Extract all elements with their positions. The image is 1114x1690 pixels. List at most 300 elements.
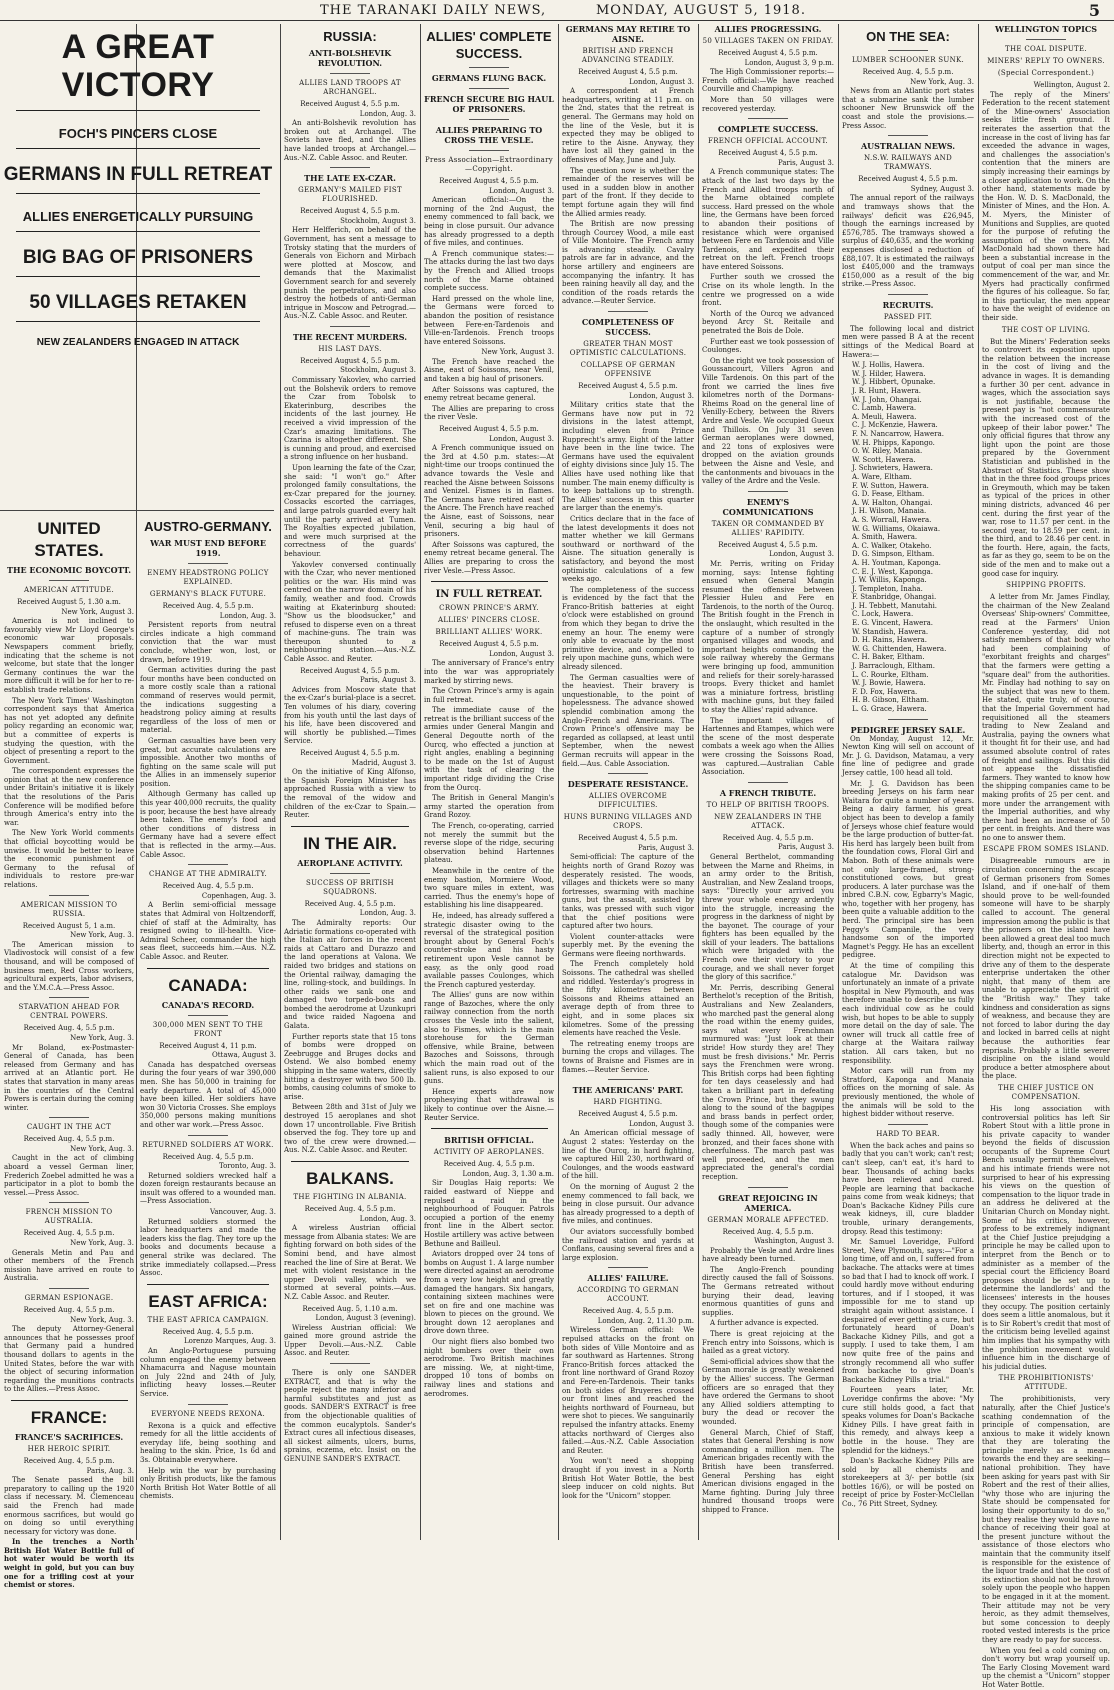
article-head: FRENCH SECURE BIG HAUL OF PRISONERS.	[424, 94, 554, 114]
paragraph: News from an Atlantic port states that a submarine sank the lumber schooner New Brunswick off the coast and stole the provisions.—Press Assoc.	[842, 87, 974, 130]
divider	[16, 110, 261, 111]
dateline: London, August 3.	[629, 77, 694, 86]
section-head: EAST AFRICA:	[148, 1291, 268, 1311]
paragraph: The important villages of Hartennes and Etampes, which were the scene of the most desperate combats a week ago when the Allies were crossing the Soissons Road, was captured.—Australian Cable Association.	[702, 716, 834, 777]
paragraph: Mr Boland, ex-Postmaster-General of Canada, has been released from Germany and has arrived at an Atlantic port. He states that starvation in many areas in the countries of the Central Powers is certain during the coming winter.	[4, 1043, 134, 1112]
advertisement: When the back aches and pains so badly that you can't work; can't rest; can't sleep, can't eat, it's hard to bear. Thousands of aching backs have been relieved and cured. People are learning that backache pains come from weak kidneys; that Doan's Backache Kidney Pills cure weak kidneys, ill, cure bladder trouble, urinary derangements, dropsy. Read this testimony:	[842, 1141, 974, 1236]
divider	[748, 491, 788, 492]
subhead: ALLIES LAND TROOPS AT ARCHANGEL.	[299, 79, 401, 96]
paragraph: Mr. Perris, writing on Friday morning, says: Intense fighting ensued when General Mangin resumed the offensive between Plessier Huleu and Fere en Tardenois, to the north of the Ourcq. The British fought in the French in the onslaught, which resulted in the capture of a number of strongly organised villages and woods, and important heights commanding the sole railway whereby the Germans were bringing up food, ammunition and reliefs for their sorely-harassed troops. Every thicket and hamlet was a miniature fortress, bristling with machine guns, but they failed to stay the Allies' rapid advance.	[702, 559, 834, 714]
section-head: AUSTRO-GERMANY.	[144, 519, 272, 534]
paragraph: The correspondent expresses the opinion that at the new conference under Britain's initiative it is likely that the resolutions of the Paris Conference will be modified before through America's entry into the war.	[4, 767, 134, 827]
dateline: London, Aug. 2, 11.30 p.m.	[597, 1316, 694, 1325]
article-head: ALLIES PREPARING TO CROSS THE VESLE.	[435, 125, 543, 145]
section-head: UNITED STATES.	[34, 519, 104, 560]
divider	[49, 997, 89, 998]
paragraph: Hence experts are now prophesying that withdrawal is likely to continue over the Aisne.—Reuter Service.	[424, 1087, 554, 1122]
subhead: THE PROHIBITIONISTS' ATTITUDE.	[998, 1374, 1094, 1392]
subhead: THE COAL DISPUTE.	[1005, 45, 1087, 53]
divider	[888, 294, 928, 295]
subhead: RETURNED SOLDIERS AT WORK.	[142, 1140, 274, 1149]
paragraph: The New York World comments that official boycotting would be unwise. It would be better to leave the economic punishment of Germany to the refusal of individuals to restore pre-war relations.	[4, 829, 134, 889]
divider	[330, 73, 370, 74]
paragraph: Wireless Austrian official: We gained more ground astride the Upper Devoli.—Aus.-N.Z. Cable Assoc. and Reuter.	[284, 1323, 416, 1358]
received-line: Received Aug. 4, 5.5 p.m.	[23, 1024, 115, 1033]
dateline: New York, August 3.	[61, 607, 134, 616]
subhead: HARD FIGHTING.	[593, 1098, 663, 1107]
paragraph: His long association with controversial politics has left Sir Robert Stout with a little prone in his private capacity to wander beyond the fields of discussion occupants of the Supreme Court Bench usually permit themselves, and his intimate friends were not surprised to hear of his expressing his views on the question of compensation to the liquor trade in an address he delivered at the Unitarian Church on Monday night. Some of his critics, however, profess to be extremely indignant at the Chief Justice prejudging a principle he may be called upon to interpret from the Bench or to administer as a member of the special court the Efficiency Board proposes should be set up to determine the landlords' and the licensees' interests in the houses they occupy. The position certainly does seem a little anomalous, but it is to Sir Robert's credit that most of the criticism being levelled against him implies that his sympathy with the prohibition movement would influence him in the discharge of his judicial duties.	[982, 1104, 1110, 1371]
article-head: COMPLETE SUCCESS.	[717, 124, 819, 135]
divider	[608, 1267, 648, 1268]
paragraph: Commissary Yakovlev, who carried out the Bolshevik orders to remove the Czar from Tobolsk to Ekaterinburg, describes the incidents of the last journey. He received a vivid impression of the Czar's amazing limitations. The Czarina is altogether different. She is cunning and proud, and exercised a strong influence on her husband.	[284, 376, 416, 462]
subhead: ENEMY HEADSTRONG POLICY EXPLAINED.	[147, 569, 269, 586]
received-line: Received Aug. 4, 5.5 p.m.	[162, 602, 254, 610]
paragraph: On Monday, August 12, Mr. Newton King will sell on account of Mr. J. G. Davidson, Matamau, a very fine line of pedigree and grade Jersey cattle, 100 head all told.	[842, 734, 974, 777]
article-head: RECRUITS.	[882, 299, 934, 310]
dateline: London, Aug. 3.	[359, 1214, 416, 1223]
article-head: ENEMY'S COMMUNICATIONS	[722, 496, 814, 517]
dateline: London, August 3.	[629, 391, 694, 400]
dateline: London, August 3.	[489, 649, 554, 658]
divider	[330, 1363, 370, 1364]
article-head: GREAT REJOICING IN AMERICA.	[718, 1192, 818, 1213]
divider	[16, 148, 261, 149]
paragraph: American official:—On the morning of the 2nd August, the enemy commenced to fall back, we being in close pursuit. Our advance has already progressed to a depth of five miles, and continues.	[424, 196, 554, 248]
dateline: Ottawa, August 3.	[211, 1051, 276, 1060]
paragraph: Disagreeable rumours are in circulation concerning the escape of German prisoners from Somes Island, and if one-half of them should prove to be well-founded someone will have to be sharply called to account. The general impression among the public is that the prisoners on the island have been allowed a great deal too much liberty, and, though an error in this direction might not be expected to drive any of them to the desperate enterprise undertaken the other night, that many of them are unable to appreciate the spirit of the "British way." They take kindness and consideration as signs of weakness, and because they are not forced to labor during the day and locked in barred cells at night because the authorities fear reprisals. Probably a little severer discipline on the island would produce a better atmosphere about the place.	[982, 857, 1110, 1081]
subhead: ALLIES OVERCOME DIFFICULTIES.	[588, 792, 668, 810]
paragraph: Hard pressed on the whole line, the Germans were forced to abandon the position of resistance between Fere-en-Tardenois and Ville-en-Tardenois. French troops have entered Soissons.	[424, 294, 554, 346]
article-head: THE LATE EX-CZAR.	[304, 173, 396, 184]
divider	[147, 968, 269, 969]
divider	[469, 150, 509, 151]
recruit-name: A. C. Walker, Otakeho.	[852, 541, 932, 550]
subhead: EVERYONE NEEDS REXONA.	[150, 1409, 266, 1418]
paragraph: Returned soldiers stormed the labor headquarters and made the leaders kiss the flag. They tore up the books and documents because a general strike was declared. The strike immediately collapsed.—Press Assoc.	[140, 1217, 276, 1278]
received-line: Received Aug. 4, 5.5 p.m.	[722, 833, 814, 842]
divider	[330, 873, 370, 874]
divider	[16, 321, 261, 322]
received-line: Received August 4, 5.5 p.m.	[718, 149, 818, 158]
recruit-name: D. G. Simpson, Eltham.	[852, 550, 935, 559]
dateline: Copenhagen, Aug. 3.	[201, 891, 276, 900]
divider	[608, 773, 648, 774]
paragraph: Wireless German official: We repulsed attacks on the front on both sides of Ville Montoire and as far southward as Hartennes. Strong Franco-British forces attacked the front line northward of Grand Rozoy and Fere-en-Tardenois. Their tanks on both sides of Bruyeres crossed our front lines and reached the heights northward of Fourneau, but were shot to pieces. We sanguinarily repulsed the infantry attacks. Enemy attacks northward of Cierges also failed.—Aus.-N.Z. Cable Association and Reuter.	[562, 1326, 694, 1455]
paragraph: Military critics state that the Germans have now put in 72 divisions in the latest attempt, including eleven from Prince Rupprecht's army. Eight of the latter have been in the line twice. The Germans have used the equivalent of eighty divisions since July 15. The Allies have used nothing like that number. The main enemy difficulty is to keep battalions up to strength. The Allies' success in this quarter are larger than the enemy's.	[562, 401, 694, 513]
recruit-name: A. S. Worrall, Hawera.	[852, 515, 932, 524]
recruit-name: C. H. Baker, Eltham.	[852, 653, 925, 662]
section-head: ALLIES' COMPLETE SUCCESS.	[426, 29, 552, 61]
paragraph: The Allies are preparing to cross the river Vesle.	[424, 404, 554, 422]
paragraph: The completeness of the success is evidenced by the fact that the Franco-British batteries at eight o'clock were established on ground from which they began to drive the enemy an hour. The enemy were only able to evacuate by the most primitive device, and compelled to rely upon machine guns, which were already silenced.	[562, 585, 694, 672]
article-head: CANADA'S RECORD.	[161, 999, 255, 1010]
divider	[888, 1124, 928, 1125]
dateline: London, August 3 (evening).	[315, 1314, 416, 1323]
paragraph: Returned soldiers wrecked half a dozen foreign restaurants because an insult was offered to a wounded man.—Press Association.	[140, 1171, 276, 1206]
paragraph: The immediate cause of the retreat is the brilliant success of the armies under General Mangin and General Degoutte north of the Ourcq, who effected a junction at right angles, enabling a beginning to be made on the 1st of August with the task of clearing the important ridge dividing the Crise from the Ourcq.	[424, 706, 554, 792]
paragraph: The following local and district men were passed B A at the recent sittings of the Medical Board at Hawera:—	[842, 324, 974, 359]
received-line: Received August 4, 11 p.m.	[159, 1041, 257, 1050]
received-line: Received August 4, 5.5 p.m.	[578, 1110, 678, 1119]
paragraph: A wireless Austrian official message from Albania states: We are fighting forward on both sides of the Somini bend, and have almost reached the line of Sire at Berat. We met with violent resistance in the upper Devoli valley, which we stormed at several points.—Aus. N.Z. Cable Assoc. and Reuter.	[284, 1224, 416, 1301]
received-line: Received August 4, 5.5 p.m.	[858, 175, 958, 184]
subhead: CROWN PRINCE'S ARMY.	[439, 604, 539, 613]
subhead: THE CHIEF JUSTICE ON COMPENSATION.	[997, 1083, 1094, 1101]
banner-headline-block	[2, 24, 274, 524]
divider	[608, 311, 648, 312]
received-line: Received August 5, 1 a.m.	[22, 921, 116, 930]
paragraph: Although Germany has called up this year 400,000 recruits, the quality is poor, because the best have already been taken. The enemy's food and other conditions of distress in Germany have had a severe effect that is reflected in the army.—Aus. Cable Assoc.	[140, 790, 276, 859]
divider	[49, 1202, 89, 1203]
dateline: Toronto, Aug. 3.	[218, 1162, 276, 1171]
recruit-name: L. G. Grace, Hawera.	[852, 705, 927, 713]
column-rule	[838, 24, 839, 1540]
recruit-name: A. Ware, Eltham.	[852, 472, 912, 481]
paragraph: On the morning of August 2 the enemy commenced to fall back, we being in close pursuit. Our advance has already progressed to a depth of five miles, and continues.	[562, 1182, 694, 1226]
paragraph: The reply of the Miners' Federation to the recent statement of the Mine-owners' Association seeks little fresh ground. It reiterates the assertion that the increase in the cost of living has far exceeded the advance in wages, and challenges the association's contention that the miners are simply increasing their earnings by a closer application to work. On the other hand, statements made by the Hon. W. D. S. MacDonald, the Minister of Mines, and the Hon. A. M. Myers, the Minister of Munitions and Supplies, are quoted for the purpose of refuting the assumption of the owners. Mr. MacDonald had shown there had been a substantial increase in the output of coal per man since the commencement of the war, and Mr. Myers had practically confirmed the figures of his colleague. So far, in this particular, the men appear to have the weight of evidence on their side.	[982, 90, 1110, 323]
recruit-name: A. Meuli, Hawera.	[852, 412, 917, 421]
column-5	[562, 24, 694, 1540]
advertisement: You won't need a shopping draught if you invest in a North British Hot Water Bottle, the best sleep inducer on cold nights. But look for the "Unicorn" stopper.	[562, 1457, 694, 1500]
received-line: Received Aug. 4, 5.5 p.m.	[722, 1227, 814, 1236]
recruit-name: J. Templeton, Inaha.	[852, 584, 923, 593]
paragraph: Upon learning the fate of the Czar, she said: "I won't go." After prolonged family consultations, the ex-Czar prepared for the journey. Cossacks escorted the carriages, and large patrols guarded every halt until the party arrived at Tumen. The Royalties expected jubilation, and were much surprised at the correctness of the guards' behaviour.	[284, 464, 416, 558]
dateline: Madrid, August 3.	[351, 758, 416, 767]
recruit-name: W. J. Hibbert, Opunake.	[852, 378, 936, 387]
paragraph: German activities during the past four months have been conducted on a more costly scale than a rational command of reserves would permit, the indications suggesting a headstrong policy aiming at results regardless of the loss of men or material.	[140, 666, 276, 735]
headline-line: BIG BAG OF PRISONERS	[22, 247, 254, 268]
divider	[469, 119, 509, 120]
divider	[49, 1117, 89, 1118]
subhead: ESCAPE FROM SOMES ISLAND.	[983, 845, 1109, 854]
subhead: GERMAN ESPIONAGE.	[24, 1294, 114, 1302]
main-headline: A GREAT VICTORY	[61, 28, 215, 104]
subhead: HIS LAST DAYS.	[318, 344, 382, 353]
advertisement: Mr. Samuel Loveridge, Fulford Street, New Plymouth, says:—"For a long time, off and on, I suffered from backache. The attacks were at times so bad that I had to knock off work. I could hardly move without enduring tortures, and if I stooped, it was impossible for me to stand up straight again without assistance. I despaired of ever getting a cure, but fortunately heard of Doan's Backache Kidney Pills, and got a supply. I used to take them, I am now quite free of the pains and strongly recommend all who suffer from backache to give Doan's Backache Kidney Pills a trial."	[842, 1238, 974, 1384]
section-head: CANADA:	[168, 975, 248, 995]
recruit-name: C. E. J. West, Kaponga.	[852, 567, 933, 576]
paragraph: An American official message of August 2 states: Yesterday on the line of the Ourcq, in hard fighting, we captured Hill 230, northward of Coulonges, and the woods eastward of the hill.	[562, 1129, 694, 1181]
section-head: IN THE AIR.	[303, 833, 397, 853]
column-6	[702, 24, 834, 1540]
paragraph: Probably the Vesle and Ardre lines have already been turned.	[702, 1246, 834, 1264]
divider	[330, 167, 370, 168]
divider	[330, 326, 370, 327]
divider	[608, 1079, 648, 1080]
divider	[16, 231, 261, 232]
column-7	[842, 24, 974, 1540]
received-line: Received Aug. 4, 5.5 p.m.	[304, 899, 396, 908]
divider	[748, 118, 788, 119]
received-line: Received Aug. 4, 5.5 p.m.	[23, 1306, 115, 1314]
paragraph: Mr. Perris, describing General Berthelot's reception of the British, Australians and New Zealanders, who marched past the general along the road within the enemy guides, says what every Frenchman murmured was: "Just look at their stride! How sturdy they are! They must be fresh divisions." Mr. Perris says the Frenchmen were wrong. This British corps had been fighting for ten days ceaselessly and had taken a brilliant part in defeating the Crown Prince, but they swung along to the sound of the bagpipes and brass bands in perfect order, though some of the companies were sadly thinned. All, however, were bronzed, and their faces shone with cheerfulness. The march past was well proceeded, and the men appreciated the general's cordial reception.	[702, 983, 834, 1181]
divider	[431, 1128, 548, 1129]
headline-line: GERMANS IN FULL RETREAT	[3, 164, 273, 185]
recruit-name: W. G. Williams, Okaiawa.	[852, 524, 941, 533]
recruit-list	[842, 361, 974, 713]
paragraph: The French, co-operating, carried not merely the summit but the reverse slope of the ridge, securing observation behind Hartennes plateau.	[424, 822, 554, 865]
advertisement: When you feel a cold coming on, don't worry but wrap yourself up. The Early Closing Movement ward up the chemist a "Unicorn" stopper Hot Water Bottle.	[982, 1646, 1110, 1689]
recruit-name: C. Lock, Hawera.	[852, 610, 914, 619]
paragraph: General Berthelot, commanding between the Marne and Rheims, in an army order to the British, Australian, and New Zealand troops, says: "Directly your arrived you threw your whole energy ardently into the struggle, increasing the progress in the darkness of night by the bayonet. The courage of your fighters has been equalled by the skill of your leaders. The battalions which were brigaded with the French owe their victory to your courage, and we shall never forget the glory of this sacrifice."	[702, 852, 834, 982]
headline-line: NEW ZEALANDERS ENGAGED IN ATTACK	[36, 337, 240, 348]
paragraph: The anniversary of France's entry into the war was appropriately marked by stirring news.	[424, 659, 554, 685]
recruit-name: A. W. Halton, Ohangai.	[852, 498, 933, 507]
headline-line: FOCH'S PINCERS CLOSE	[58, 126, 218, 141]
paragraph: North of the Ourcq we advanced beyond Arcy St. Reitaile and penetrated the Bois de Dole.	[702, 309, 834, 336]
subhead: N.S.W. RAILWAYS AND TRAMWAYS.	[864, 154, 952, 172]
recruit-name: F. N. Nancarrow, Hawera.	[852, 430, 944, 438]
received-line: Received August 5, 1.30 a.m.	[17, 598, 121, 606]
divider	[1026, 39, 1066, 40]
paragraph: The New York Times' Washington correspondent says that America has not yet adopted any definite policy regarding an economic war, but a committee of experts is studying the question, with the object of presenting a report to the Government.	[4, 696, 134, 765]
dateline: Paris, August 3.	[777, 843, 834, 852]
divider	[291, 1161, 410, 1162]
paragraph: Semi-official advices show that the German morale is greatly weakened by the Allies' success. The German officers are so enraged that they have ordered the Germans to shoot any Allied soldiers attempting to bury the dead or recover the wounded.	[702, 1357, 834, 1426]
recruit-name: C. J. McKenzie, Hawera.	[852, 421, 938, 430]
received-line: Received August 4, 5.5 p.m.	[439, 640, 539, 649]
newspaper-title: THE TARANAKI DAILY NEWS,	[320, 3, 547, 18]
received-line: Received Aug. 4, 5.5 p.m.	[23, 1456, 115, 1465]
paragraph: Meanwhile in the centre of the enemy bastion, Mormiere Wood, two square miles in extent, was carried. Thus the enemy's hope of establishing his line disappeared.	[424, 866, 554, 910]
dateline: New York, August 3.	[481, 348, 554, 357]
subhead: ACCORDING TO GERMAN ACCOUNT.	[577, 1286, 679, 1304]
paragraph: German casualties have been very great, but accurate calculations are impossible. Another two months of fighting on the same scale will put the Allies in an immensely superior position.	[140, 736, 276, 788]
recruit-name: W. J. Bowie, Hawera.	[852, 679, 926, 688]
paragraph: He, indeed, has already suffered a strategic disaster owing to the reversal of the strategical position brought about by General Foch's counter-stroke and his hasty retirement upon Vesle cannot be easy, as the only good road available passes Coulonges, which the French captured yesterday.	[424, 911, 554, 989]
article-head: GERMANS FLUNG BACK.	[431, 73, 547, 83]
paragraph: Persistent reports from neutral circles indicate a high command conviction that the war must conclude, whether won, lost, or drawn, before 1919.	[140, 621, 276, 664]
column-rule	[558, 24, 559, 1540]
paragraph: The British are now pressing through Courcey Wood, a mile east of Ville Montoire. The French army is advancing steadily. Cavalry patrols are far in advance, and the horse artillery and engineers are accompanying the infantry. It has been raining heavily all day, and the condition of the roads retards the advance.—Reuter Service.	[562, 220, 694, 306]
paragraph: After Soissons was captured, the enemy retreat became general.	[424, 385, 554, 403]
dateline: Stockholm, August 3.	[340, 216, 416, 225]
recruit-name: J. Schwieters, Hawera.	[852, 464, 933, 473]
article-head: IN FULL RETREAT.	[435, 589, 543, 601]
dateline: Stockholm, August 3.	[340, 366, 416, 375]
received-line: Received Aug. 4, 5.5 p.m.	[162, 1327, 254, 1336]
recruit-name: W. J. John, Ohangai.	[852, 395, 922, 404]
paragraph: Canada has despatched overseas during the four years of war 390,000 men. She has 50,000 in training for early departure. A total of 45,000 have been killed. Her soldiers have won 30 Victoria Crosses. She employs 350,000 persons making munitions and other war work.—Press Assoc.	[140, 1060, 276, 1129]
received-line: Received Aug. 4, 5.5 p.m.	[23, 1229, 115, 1238]
subhead: MINERS' REPLY TO OWNERS.	[987, 57, 1105, 65]
dateline: London, August 3.	[489, 434, 554, 443]
recruit-name: A. Smith, Hawera.	[852, 533, 918, 542]
article-head: WELLINGTON TOPICS	[994, 24, 1098, 34]
paragraph: The deputy Attorney-General announces that he possesses proof that Germany paid a hundred thousand dollars to agents in the United States, before the war with the object of securing information regarding the munitions contracts to the Allies.—Press Assoc.	[4, 1325, 134, 1394]
paragraph: Generals Metin and Pau and other members of the French mission have arrived en route to Australia.	[4, 1248, 134, 1283]
recruit-name: W. G. Chittenden, Hawera.	[852, 644, 947, 653]
paragraph: The Senate passed the bill preparatory to calling up the 1920 class if necessary. M. Clemenceau said the French had made enormous sacrifices, but would go on doing so until everything necessary for victory was done.	[4, 1476, 134, 1536]
received-line: Received Aug. 4, 5.5 p.m.	[862, 68, 954, 76]
paragraph: Caught in the act of climbing aboard a vessel German liner, Frederich Zoebel admitted he was a participator in a plot to bomb the vessel.—Press Assoc.	[4, 1154, 134, 1197]
advertisement: Rexona is a quick and effective remedy for all the little accidents of everyday life, being soothing and healing to the skin. Price, 1s 6d and 3s. Obtainable everywhere.	[140, 1421, 276, 1464]
divider	[188, 563, 228, 564]
dateline: London, August 3.	[629, 1119, 694, 1128]
dateline: New York, Aug. 3.	[910, 77, 974, 86]
paragraph: Aviators dropped over 24 tons of bombs on August 1. A large number were directed against an aerodrome from a very low height and greatly damaged the hangars. Six hangars, containing sixteen machines were set on fire and one machine was blown to pieces on the ground. We brought down 12 aeroplanes and drove down three.	[424, 1250, 554, 1336]
subhead: SUCCESS OF BRITISH SQUADRONS.	[306, 878, 394, 896]
received-line: Received August 4, 5.5 p.m.	[300, 666, 400, 675]
paragraph: Between 28th and 31st of July we destroyed 15 aeroplanes and shot down 17 uncontrollable. Five British observed the fog. They tore up and two of the crew were drowned.—Aus. N.Z. Cable Assoc. and Reuter.	[284, 1103, 416, 1155]
recruit-name: L. C. Rourke, Eltham.	[852, 670, 929, 679]
paragraph: The French completely hold Soissons. The cathedral was shelled and riddled. Yesterday's progress in the fifty kilometres between Soissons and Rheims attained an average depth of from three to eight, and in some places six kilometres. Some of the pressing elements have reached the Vesle.	[562, 960, 694, 1038]
advertisement: There is only one SANDER EXTRACT, and that is why the people reject the many inferior and harmful substitutes and just as goods. SANDER'S EXTRACT is free from the objectionable qualities of the common eucalyptols. Sander's Extract cures all infectious diseases, all sickest ailments, ulcers, burns, sprains, eczema, etc. Insist on the GENUINE SANDER'S EXTRACT.	[284, 1369, 416, 1463]
dateline: London, August 3, 9 p.m.	[744, 58, 834, 67]
article-head: AUSTRALIAN NEWS.	[860, 141, 956, 152]
article-head: ALLIES PROGRESSING.	[714, 24, 822, 34]
subhead: AMERICAN ATTITUDE.	[24, 586, 114, 594]
column-rule	[420, 24, 421, 1540]
article-head: AEROPLANE ACTIVITY.	[297, 857, 403, 868]
paragraph: General March, Chief of Staff, states that General Pershing is now commanding a million men. The American brigades recently with the British have been transferred. General Pershing has eight American divisions engaged in the Marne fighting. During July three hundred thousand troops were shipped to France.	[702, 1428, 834, 1514]
recruit-name: H. B. Gibson, Eltham.	[852, 696, 929, 705]
received-line: Received Aug. 4, 5.5 p.m.	[162, 882, 254, 891]
dateline: Paris, August 3.	[777, 158, 834, 167]
headline-line: 50 VILLAGES RETAKEN	[29, 292, 247, 313]
dateline: Paris, August 3.	[637, 843, 694, 852]
paragraph: Further south we crossed the Crise on its whole length. In the centre we progressed on a wide front.	[702, 273, 834, 308]
article-head: COMPLETENESS OF SUCCESS.	[581, 317, 675, 338]
column-rule	[978, 24, 979, 1540]
subhead: BRILLIANT ALLIES' WORK.	[435, 628, 543, 637]
divider	[431, 581, 548, 582]
received-line: Received Aug. 4, 5.5 p.m.	[304, 1204, 396, 1213]
subhead: TAKEN OR COMMANDED BY ALLIES' RAPIDITY.	[711, 519, 825, 537]
advertisement: Fourteen years later, Mr. Loveridge confirms the above: "My cure still holds good, a fact that speaks volumes for Doan's Backache Kidney Pills. I have great faith in this remedy, and always keep a bottle in the house. They are splendid for the kidneys."	[842, 1386, 974, 1455]
paragraph: Our aviators successfully bombed the railroad station and yards at Conflans, causing several fires and a large explosion.	[562, 1227, 694, 1262]
paragraph: A French communique states:—The attacks during the last two days by the French and Allied troops north of the Marne obtained complete success.	[424, 249, 554, 293]
paragraph: Yakovlev conversed continually with the Czar, who never mentioned politics or the war. His mind was centred on the narrow domain of his family, weather and food. Crowds waiting at Ekaterinburg shouted: "Show us the bloodsucker," and refused to disperse even on a threat of machine-guns. The train was thereupon shunted to a neighbouring station.—Aus.-N.Z. Cable Assoc. and Reuter.	[284, 560, 416, 664]
paragraph: The Anglo-French pounding directly caused the fall of Soissons. The Germans retreated without burying their dead, leaving enormous quantities of guns and supplies.	[702, 1265, 834, 1317]
subhead: THE EAST AFRICA CAMPAIGN.	[147, 1315, 269, 1324]
received-line: Received August 4, 5.5 p.m.	[439, 177, 539, 185]
article-head: BRITISH OFFICIAL.	[444, 1135, 534, 1146]
headline-line: ALLIES ENERGETICALLY PURSUING	[22, 209, 254, 224]
paragraph: A further advance is expected.	[710, 1319, 819, 1328]
article-head: ANTI-BOLSHEVIK REVOLUTION.	[308, 48, 392, 68]
subhead: (Special Correspondent.)	[997, 69, 1095, 77]
dateline: London, August 3.	[769, 550, 834, 559]
section-head: BALKANS.	[306, 1168, 394, 1188]
section-head: FRANCE:	[30, 1407, 108, 1427]
article-head: DESPERATE RESISTANCE.	[567, 779, 689, 790]
recruit-name: O. W. Riley, Manaia.	[852, 447, 923, 456]
paragraph: Critics declare that in the face of the latest developments it does not matter whether we kill Germans southward or northward of the Aisne. The situation generally is satisfactory, and beyond the most optimistic calculations of a few weeks ago.	[562, 514, 694, 584]
dateline: New York, Aug. 3.	[70, 1144, 134, 1153]
article-head: THE ECONOMIC BOYCOTT.	[6, 565, 132, 575]
article-head: PEDIGREE JERSEY SALE.	[850, 724, 966, 735]
paragraph: After Soissons was captured, the enemy retreat became general. The Allies are preparing to cross the river Vesle.—Press Assoc.	[424, 540, 554, 575]
paragraph: The French have reached the Aisne, east of Soissons, near Venil, and taken a big haul of prisoners.	[424, 357, 554, 384]
subhead: GERMAN MORALE AFFECTED.	[707, 1215, 829, 1224]
column-rule	[698, 24, 699, 1540]
dateline: London, Aug. 3.	[359, 109, 416, 118]
subhead: CAUGHT IN THE ACT	[26, 1123, 112, 1132]
paragraph: More than 50 villages were recovered yesterday.	[702, 95, 834, 113]
paragraph: The retreating enemy troops are burning the crops and villages. The towns of Braisne and Fismes are in flames.—Reuter Service.	[562, 1039, 694, 1074]
paragraph: The Admiralty reports: Our Adriatic formations co-operated with the Italian air forces in the recent raids at Cattaro and Durazzo and the land operations at Valona. We raided two bridges and stations on the Oriental railway, damaging the line, rolling-stock, and buildings. In other raids we sank one and damaged two torpedo-boats and bombed the aerodrome at Uzunkupri and twice raided Nagoena and Galata.	[284, 918, 416, 1031]
paragraph: A French communique issued on the 3rd at 4.50 p.m. states:—At night-time our troops continued the advance towards the Vesle and reached the Aisne between Soissons and Venizel. Fismes is in flames. The Germans have retired east of the Ancre. The French have reached the Aisne, east of Soissons, near Venil, securing a big haul of prisoners.	[424, 444, 554, 539]
received-line: Received Aug. 4, 5.5 p.m.	[443, 1160, 535, 1169]
subhead: SHIPPING PROFITS.	[1006, 581, 1086, 590]
subhead: AMERICAN MISSION TO RUSSIA.	[20, 900, 118, 918]
received-line: Received Aug. 4, 5.5 p.m.	[162, 1152, 254, 1161]
subhead: BRITISH AND FRENCH ADVANCING STEADILY.	[581, 47, 675, 64]
dateline: New York, Aug. 3.	[70, 1315, 134, 1324]
subhead: LUMBER SCHOONER SUNK.	[851, 56, 965, 64]
subhead: ACTIVITY OF AEROPLANES.	[433, 1148, 545, 1157]
recruit-name: D. H. Rains, Hawera.	[852, 636, 927, 645]
section-head: ON THE SEA:	[866, 29, 950, 44]
recruit-name: W. J. Hilder, Hawera.	[852, 369, 926, 378]
paragraph: Advices from Moscow state that the ex-Czar's burial-place is a secret. Ten volumes of his diary, covering from his youth until the last days of his life, have been discovered and will shortly be published.—Times Service.	[284, 685, 416, 746]
subhead: 50 VILLAGES TAKEN ON FRIDAY.	[702, 37, 834, 45]
recruit-name: G. D. Fease, Eltham.	[852, 490, 925, 499]
received-line: Received August 4, 5.5 p.m.	[300, 207, 400, 216]
dateline: Lorenzo Marques, Aug. 3.	[183, 1337, 276, 1346]
recruit-name: W. J. Hollis, Hawera.	[852, 361, 925, 370]
subhead: ALLIES' PINCERS CLOSE.	[437, 616, 540, 625]
subhead: COLLAPSE OF GERMAN OFFENSIVE	[580, 361, 676, 379]
divider	[748, 782, 788, 783]
received-line: Received August 4, 5.5 p.m.	[439, 425, 539, 434]
subhead: GREATER THAN MOST OPTIMISTIC CALCULATIONS.	[569, 340, 687, 358]
received-line: Received August 4, 5.5 p.m.	[300, 749, 400, 757]
paragraph: Motor cars will run from my Stratford, Kaponga and Manaia offices on the morning of sale. As previously mentioned, the whole of the animals will be sold to the highest bidder without reserve.	[842, 1067, 974, 1119]
recruit-name: A. H. Youtman, Kaponga.	[852, 558, 941, 567]
paragraph: Further reports state that 15 tons of bombs were dropped on Zeebrugge and Bruges docks and Ostend. We also bombed enemy shipping in the same waters, directly hitting a destroyer with two 500 lb. bombs, causing columns of smoke to arise.	[284, 1032, 416, 1101]
paragraph: Semi-official: The capture of the heights north of Grand Rozoy was desperately resisted. The woods, villages and thickets were so many fortresses, swarming with machine guns, but the assault, assisted by tanks, was pressed with such vigor that the chief positions were captured after two hours.	[562, 853, 694, 931]
recruit-name: J. H. Wilson, Manaia.	[852, 507, 927, 516]
divider	[49, 895, 89, 896]
divider	[16, 276, 261, 277]
advertisement: In the trenches a North British Hot Water Bottle full of hot water would be worth its weight in gold, but you can buy one for a trifling cost at your chemist or stores.	[4, 1537, 134, 1590]
subhead: HUNS BURNING VILLAGES AND CROPS.	[563, 813, 693, 831]
paragraph: America is not inclined to favourably view Mr Lloyd George's economic war proposals. Newspapers comment briefly, indicating that the scheme is not welcome, but state that the longer Germany continues the war the more difficult it will be for her to re-establish trade relations.	[4, 617, 134, 694]
divider	[49, 1288, 89, 1289]
received-line: Received August 4, 5.5 p.m.	[718, 540, 818, 549]
divider	[888, 135, 928, 136]
recruit-name: J. R. Hunt, Hawera.	[852, 387, 921, 396]
column-8	[982, 24, 1110, 1689]
divider	[188, 864, 228, 865]
recruit-name: W. Scott, Hawera.	[852, 455, 916, 464]
dateline: New York, Aug. 3.	[70, 1033, 134, 1042]
recruit-name: J. H. Tebbett, Manutahi.	[852, 601, 938, 610]
paragraph: There is great rejoicing at the French entry into Soissons, which is hailed as a great victory.	[702, 1330, 834, 1356]
received-line: Received August 4, 5.5 p.m.	[578, 68, 678, 76]
column-4	[424, 24, 554, 1540]
divider	[147, 1284, 269, 1285]
divider	[291, 826, 410, 827]
recruit-name: C. Lamb, Hawera.	[852, 404, 917, 413]
recruit-name: F. W. Sutton, Hawera.	[852, 481, 929, 490]
recruit-name: F. D. Fox, Hawera.	[852, 687, 918, 696]
subhead: THE COST OF LIVING.	[1001, 325, 1091, 334]
subhead: GERMANY'S BLACK FUTURE.	[149, 590, 267, 598]
paragraph: Sir Douglas Haig reports: We raided eastward of Nieppe and repulsed a raid in the neighbourhood of Fouquer. Patrols occupied a portion of the enemy front line in the Albert sector. Hostile artillery was active between Bethune and Bailleul.	[424, 1179, 554, 1248]
paragraph: Herr Helfferich, on behalf of the Government, has sent a message to Trotsky stating that the murders of Generals von Eichorn and Mirbach were plotted at Moscow, and demands that the Maximalist Government search for and severely punish the perpetrators, and also destroy the hotbeds of anti-German intrigue in Moscow and Petrograd.—Aus.-N.Z. Cable Assoc. and Reuter.	[284, 226, 416, 321]
divider	[188, 1135, 228, 1136]
divider	[888, 719, 928, 720]
dateline: Sydney, August 3.	[910, 184, 974, 193]
page-number: 5	[1088, 1, 1100, 20]
divider	[188, 1015, 228, 1016]
divider	[469, 67, 509, 68]
advertisement: Help win the war by purchasing only British products, like the famous North British Hot Water Bottle of all chemists.	[140, 1466, 276, 1501]
recruit-name: J. Barraclough, Eltham.	[852, 662, 935, 671]
